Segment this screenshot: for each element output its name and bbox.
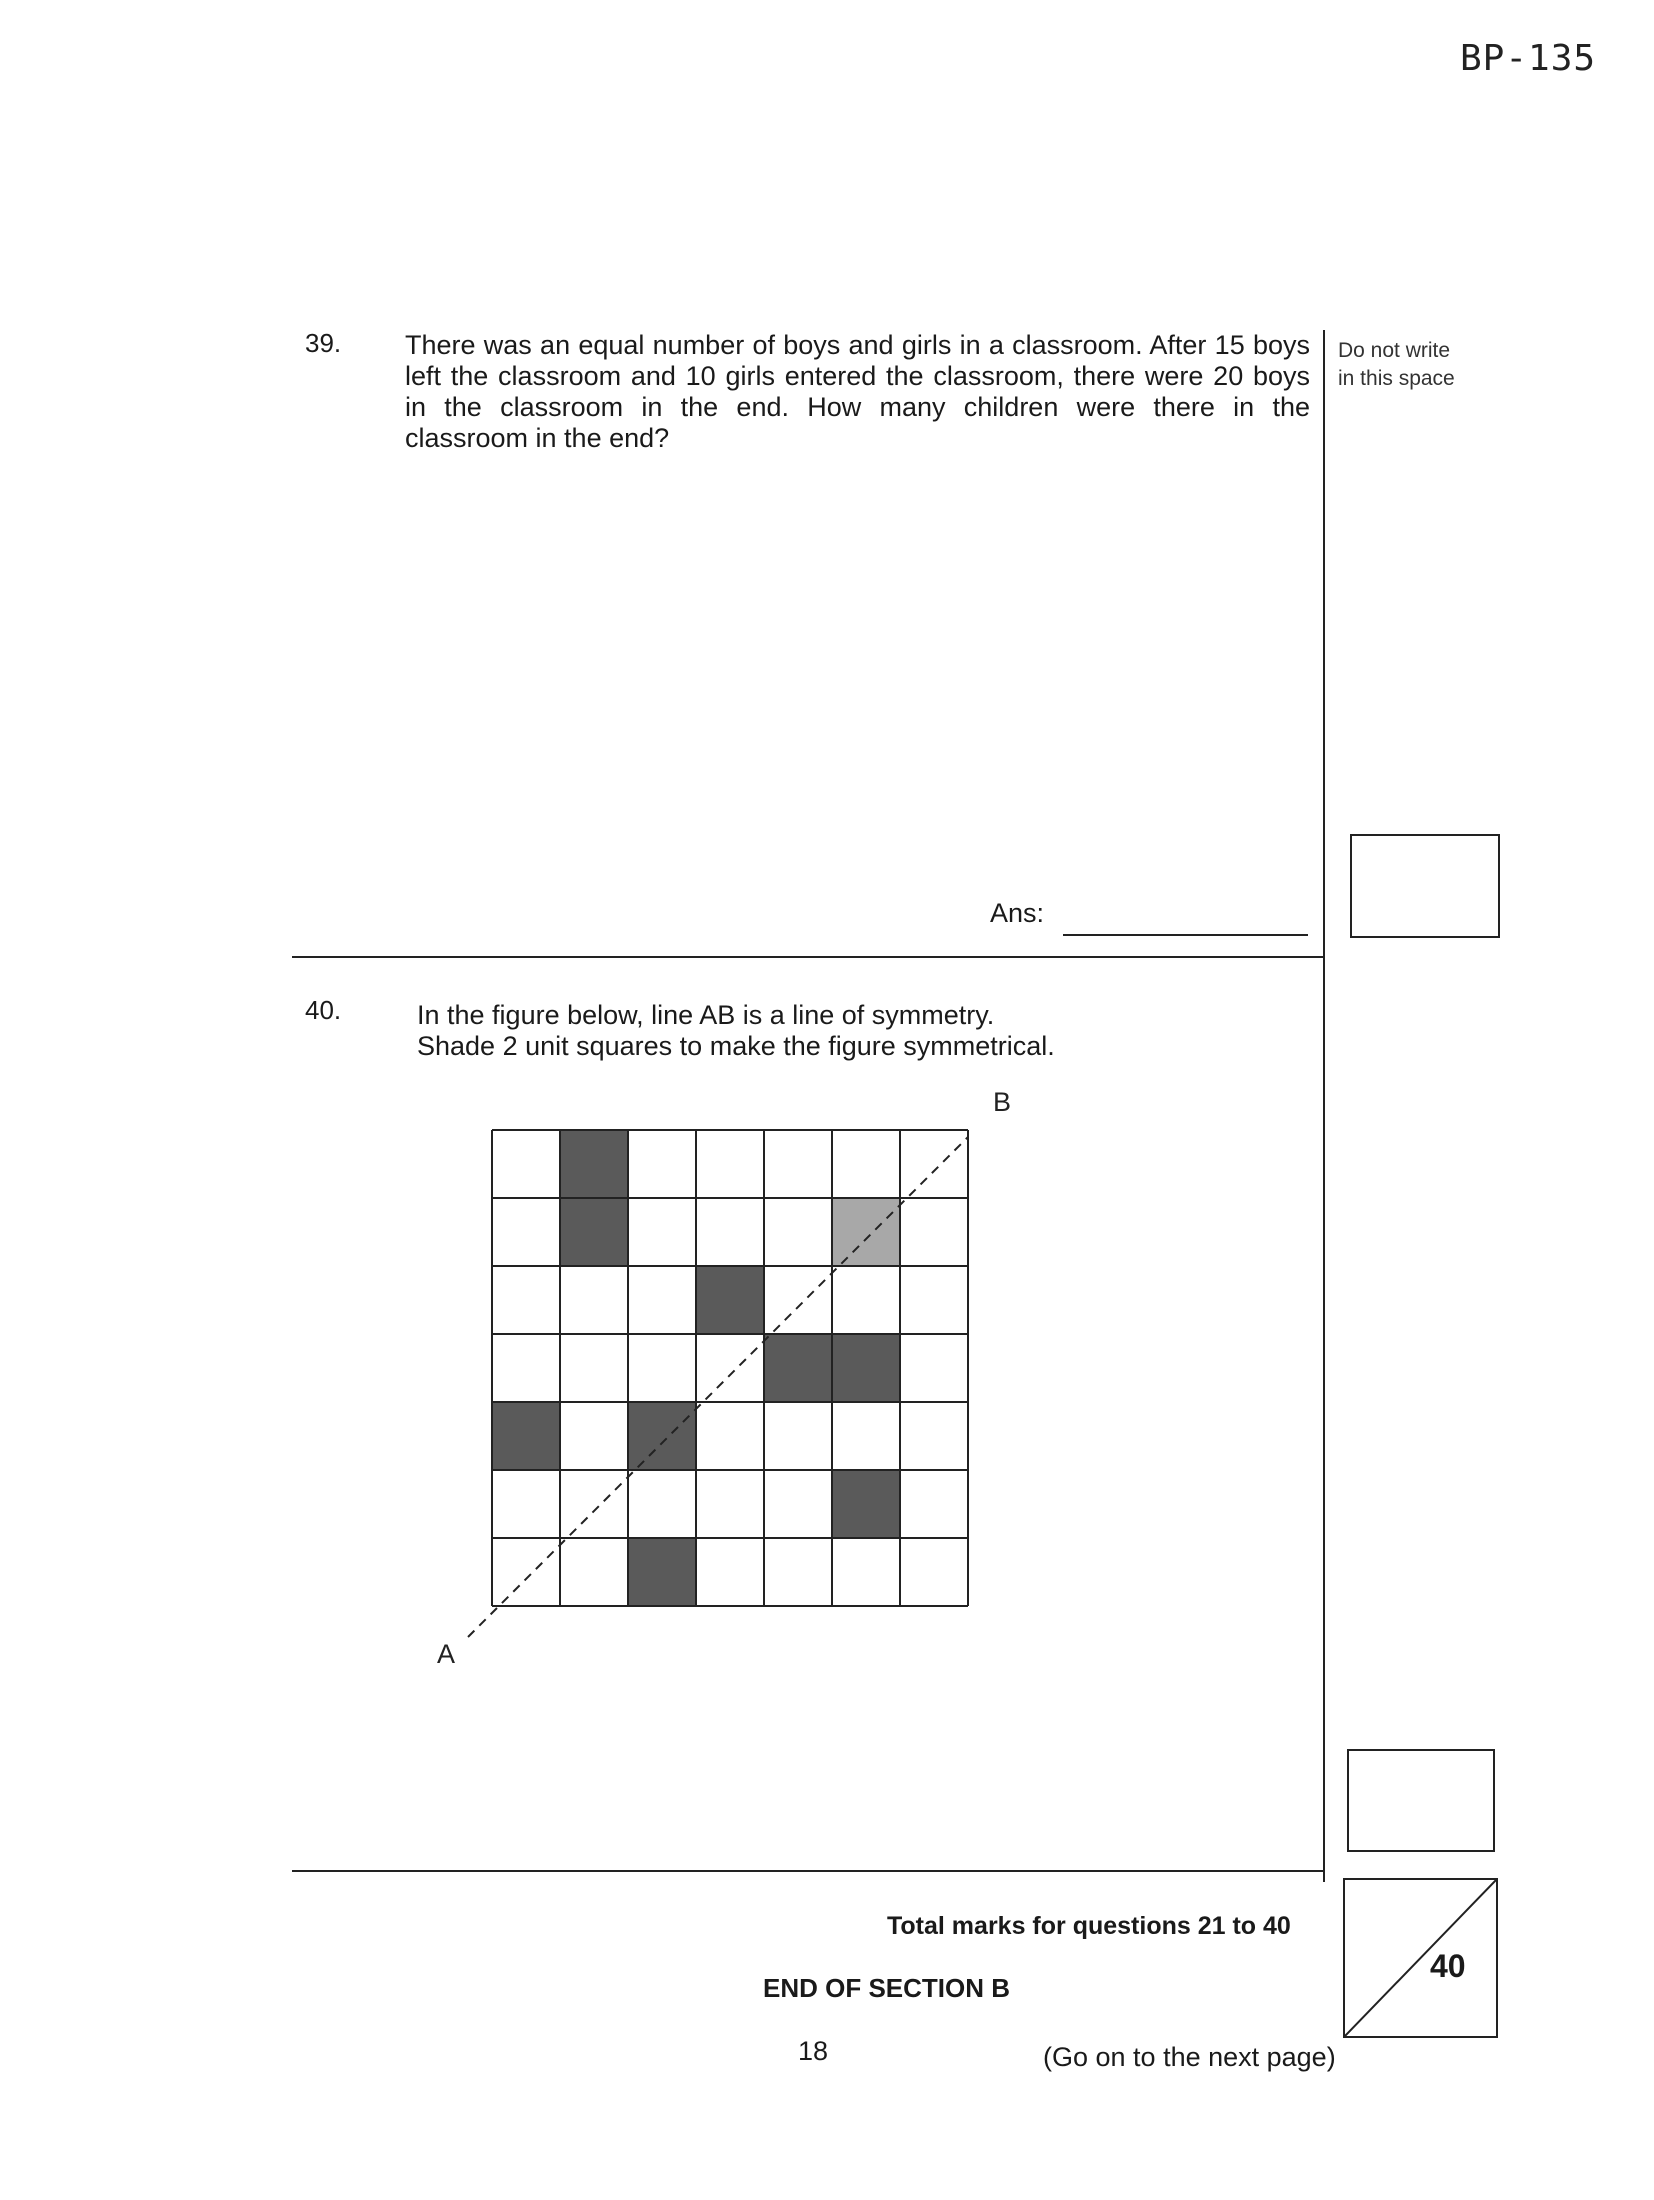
question-40-line1: In the figure below, line AB is a line of symmetry.: [417, 1000, 995, 1030]
unit-square[interactable]: [764, 1470, 832, 1538]
shaded-square[interactable]: [832, 1334, 900, 1402]
shaded-square[interactable]: [764, 1334, 832, 1402]
section-bottom-line: [292, 1870, 1325, 1872]
question-40-number: 40.: [305, 995, 342, 1025]
unit-square[interactable]: [492, 1538, 560, 1606]
shaded-square[interactable]: [696, 1266, 764, 1334]
unit-square[interactable]: [628, 1198, 696, 1266]
unit-square[interactable]: [832, 1538, 900, 1606]
total-marks-value: 40: [1430, 1948, 1466, 1984]
total-marks-diagonal: [1345, 1880, 1496, 2036]
q39-mark-box[interactable]: [1350, 834, 1500, 938]
answer-line[interactable]: [1063, 934, 1308, 936]
question-40-text: [417, 1000, 1317, 1062]
margin-note: [1338, 337, 1455, 393]
unit-square[interactable]: [560, 1402, 628, 1470]
grid-cells: [492, 1130, 968, 1606]
unit-square[interactable]: [492, 1266, 560, 1334]
unit-square[interactable]: [900, 1538, 968, 1606]
unit-square[interactable]: [764, 1402, 832, 1470]
total-marks-box[interactable]: [1343, 1878, 1498, 2038]
unit-square[interactable]: [492, 1130, 560, 1198]
unit-square[interactable]: [628, 1470, 696, 1538]
page-number: 18: [798, 2036, 829, 2066]
unit-square[interactable]: [900, 1130, 968, 1198]
unit-square[interactable]: [764, 1266, 832, 1334]
margin-divider: [1323, 330, 1325, 1882]
unit-square[interactable]: [628, 1130, 696, 1198]
unit-square[interactable]: [764, 1130, 832, 1198]
shaded-square[interactable]: [628, 1538, 696, 1606]
unit-square[interactable]: [696, 1402, 764, 1470]
unit-square[interactable]: [696, 1130, 764, 1198]
q40-mark-box[interactable]: [1347, 1749, 1495, 1852]
unit-square[interactable]: [832, 1130, 900, 1198]
next-page-note: (Go on to the next page): [1043, 2042, 1336, 2072]
unit-square[interactable]: [900, 1470, 968, 1538]
unit-square[interactable]: [832, 1402, 900, 1470]
shaded-square[interactable]: [560, 1198, 628, 1266]
unit-square[interactable]: [900, 1334, 968, 1402]
symmetry-figure: [420, 1080, 1020, 1680]
shaded-square[interactable]: [628, 1402, 696, 1470]
document-code: BP-135: [1460, 38, 1597, 79]
total-marks-label: Total marks for questions 21 to 40: [887, 1912, 1291, 1940]
unit-square[interactable]: [628, 1334, 696, 1402]
unit-square[interactable]: [696, 1334, 764, 1402]
unit-square[interactable]: [560, 1470, 628, 1538]
unit-square[interactable]: [696, 1198, 764, 1266]
unit-square[interactable]: [628, 1266, 696, 1334]
unit-square[interactable]: [832, 1266, 900, 1334]
shaded-square[interactable]: [832, 1198, 900, 1266]
unit-square[interactable]: [492, 1334, 560, 1402]
unit-square[interactable]: [696, 1538, 764, 1606]
unit-square[interactable]: [900, 1198, 968, 1266]
margin-note-line2: in this space: [1338, 367, 1455, 390]
section-end-label: END OF SECTION B: [763, 1973, 1011, 2003]
unit-square[interactable]: [492, 1198, 560, 1266]
unit-square[interactable]: [560, 1266, 628, 1334]
unit-square[interactable]: [764, 1538, 832, 1606]
point-a-label: A: [437, 1639, 456, 1669]
unit-square[interactable]: [900, 1402, 968, 1470]
answer-label: Ans:: [990, 898, 1045, 928]
unit-square[interactable]: [900, 1266, 968, 1334]
point-b-label: B: [993, 1087, 1012, 1117]
question-39-number: 39.: [305, 328, 342, 358]
unit-square[interactable]: [560, 1538, 628, 1606]
unit-square[interactable]: [764, 1198, 832, 1266]
shaded-square[interactable]: [832, 1470, 900, 1538]
shaded-square[interactable]: [492, 1402, 560, 1470]
question-40-line2: Shade 2 unit squares to make the figure symmetrical.: [417, 1031, 1055, 1061]
question-39-text: There was an equal number of boys and girls in a classroom. After 15 boys left the classroom and 10 girls entered the classroom, there were 20 boys in the classroom in the end. How many children were there in the classroom in the end?: [405, 330, 1310, 453]
shaded-square[interactable]: [560, 1130, 628, 1198]
section-divider: [292, 956, 1325, 958]
unit-square[interactable]: [492, 1470, 560, 1538]
margin-note-line1: Do not write: [1338, 339, 1451, 362]
unit-square[interactable]: [696, 1470, 764, 1538]
unit-square[interactable]: [560, 1334, 628, 1402]
